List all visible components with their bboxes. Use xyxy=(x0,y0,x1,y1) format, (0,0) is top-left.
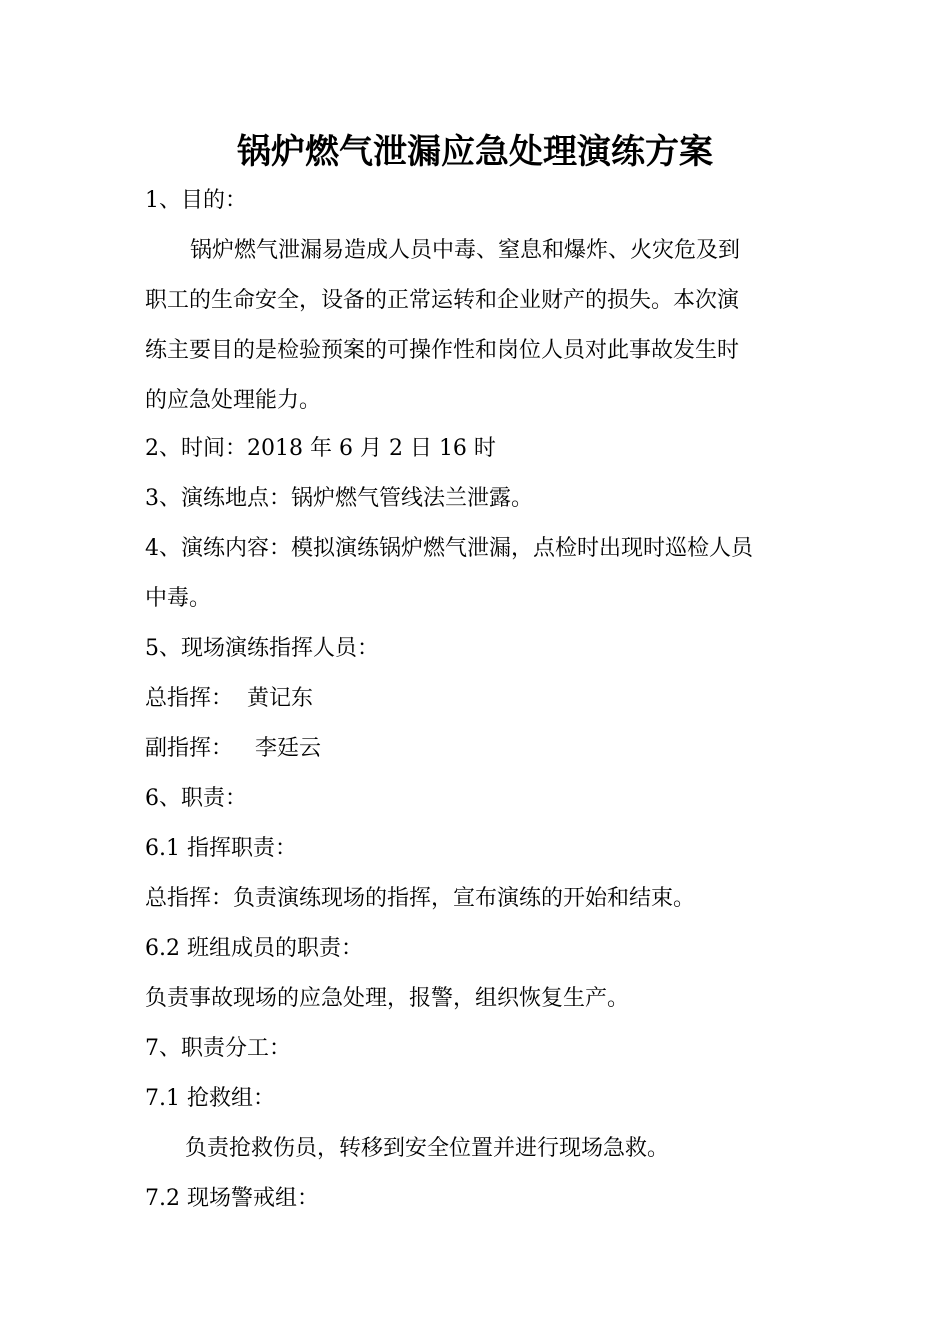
purpose-paragraph-line-3: 练主要目的是检验预案的可操作性和岗位人员对此事故发生时 xyxy=(145,338,740,363)
section-content-line-1: 4、演练内容：模拟演练锅炉燃气泄漏，点检时出现时巡检人员 xyxy=(145,536,753,561)
subsection-command-duties: 6.1 指挥职责： xyxy=(145,836,297,861)
section-time: 2、时间：2018 年 6 月 2 日 16 时 xyxy=(145,436,496,461)
subsection-guard-group: 7.2 现场警戒组： xyxy=(145,1186,319,1211)
section-purpose-heading: 1、目的： xyxy=(145,188,247,213)
commander-label: 总指挥： xyxy=(145,686,234,711)
deputy-name: 李廷云 xyxy=(255,736,322,761)
section-division-heading: 7、职责分工： xyxy=(145,1036,291,1061)
section-duties-heading: 6、职责： xyxy=(145,786,247,811)
subsection-rescue-group: 7.1 抢救组： xyxy=(145,1086,275,1111)
subsection-team-duties: 6.2 班组成员的职责： xyxy=(145,936,363,961)
rescue-group-text: 负责抢救伤员，转移到安全位置并进行现场急救。 xyxy=(185,1136,670,1161)
section-content-line-2: 中毒。 xyxy=(145,586,212,611)
command-duties-text: 总指挥：负责演练现场的指挥，宣布演练的开始和结束。 xyxy=(145,886,696,911)
document-title: 锅炉燃气泄漏应急处理演练方案 xyxy=(237,132,713,172)
section-commanders-heading: 5、现场演练指挥人员： xyxy=(145,636,379,661)
deputy-row xyxy=(145,734,321,764)
purpose-paragraph-line-4: 的应急处理能力。 xyxy=(145,388,322,413)
section-location: 3、演练地点：锅炉燃气管线法兰泄露。 xyxy=(145,486,533,511)
team-duties-text: 负责事故现场的应急处理，报警，组织恢复生产。 xyxy=(145,986,630,1011)
purpose-paragraph-line-1: 锅炉燃气泄漏易造成人员中毒、窒息和爆炸、火灾危及到 xyxy=(190,238,741,263)
commander-name: 黄记东 xyxy=(247,686,314,711)
purpose-paragraph-line-2: 职工的生命安全，设备的正常运转和企业财产的损失。本次演 xyxy=(145,288,740,313)
deputy-label: 副指挥： xyxy=(145,736,234,761)
commander-row xyxy=(145,684,313,714)
